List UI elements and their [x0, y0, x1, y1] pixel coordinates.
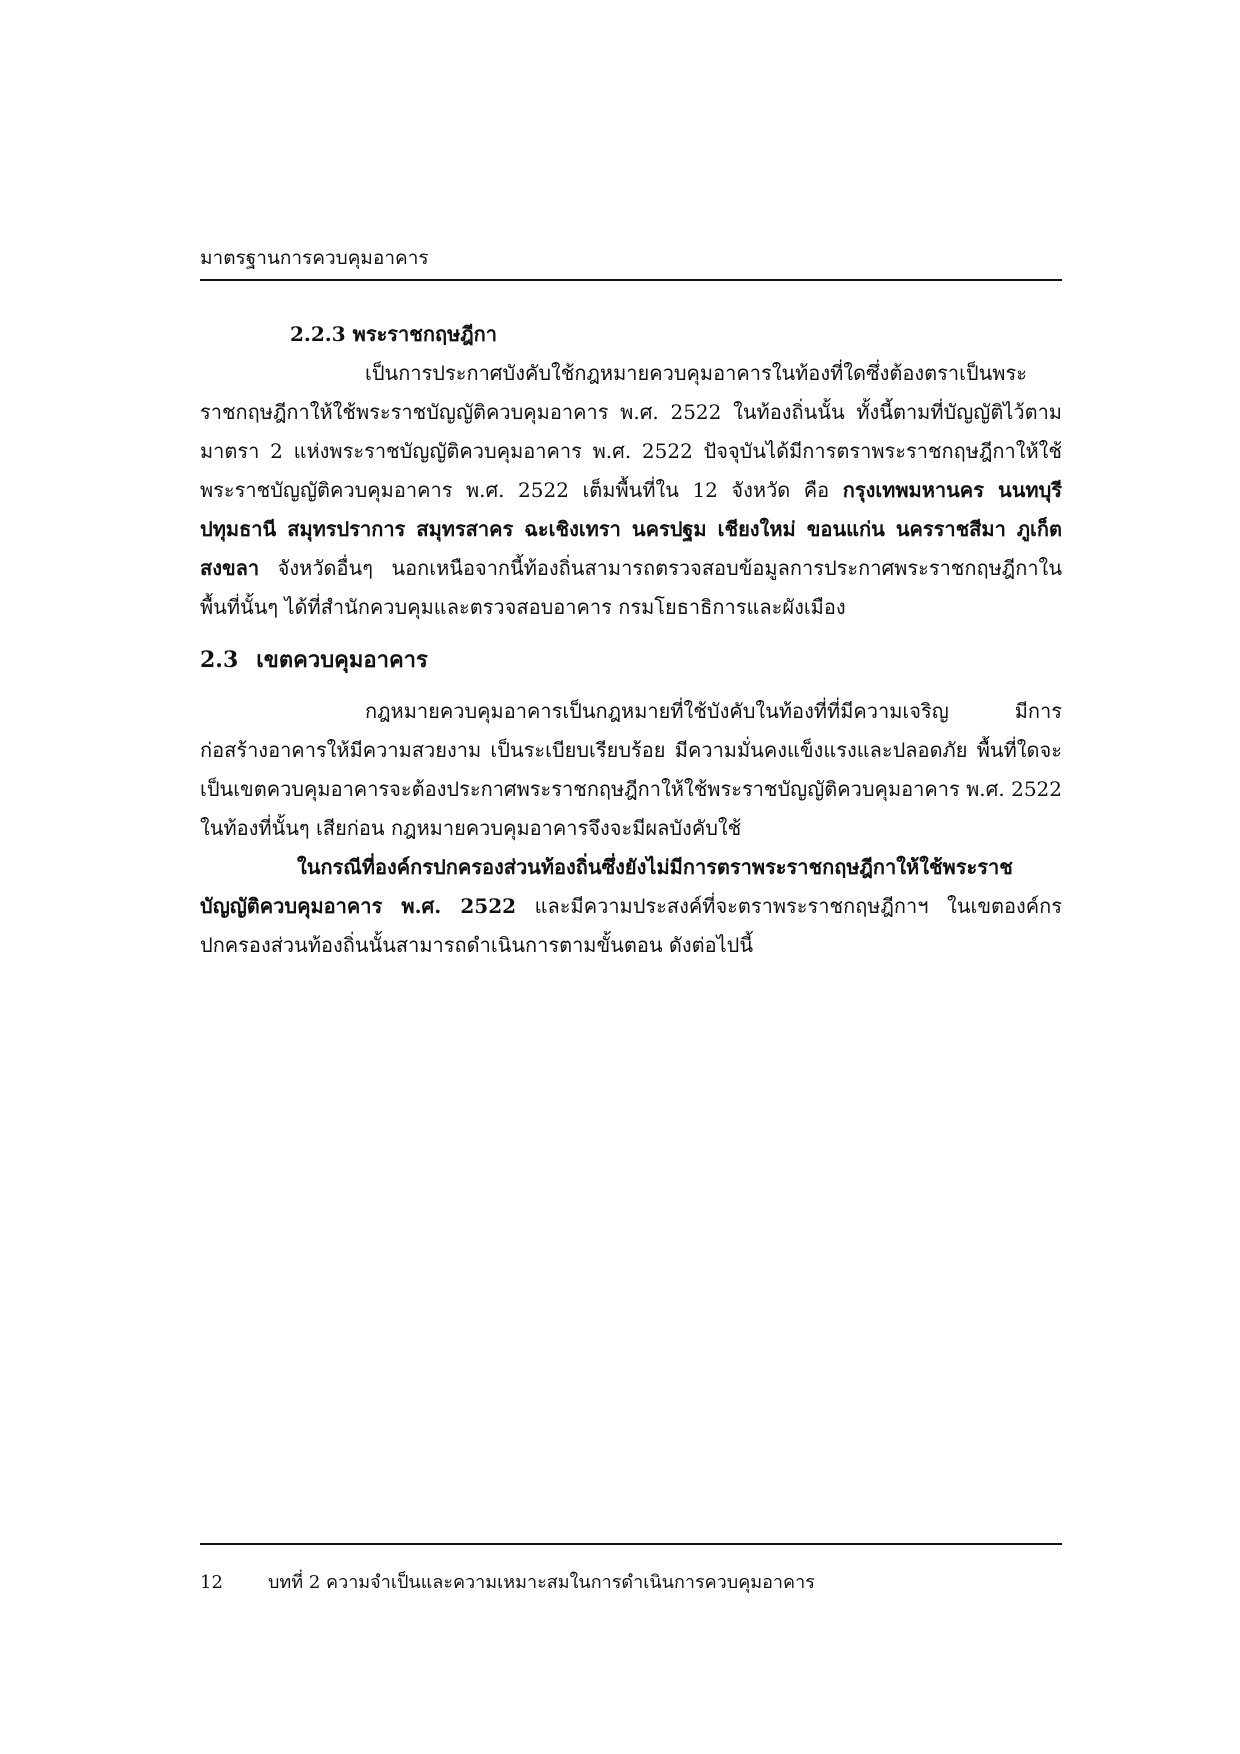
paragraph-text: จังหวัดอื่นๆ นอกเหนือจากนี้ท้องถิ่นสามารถตรวจสอบข้อมูลการประกาศพระราชกฤษฎีกาในพื้นที่นั้นๆ ได้ที่สำนักควบคุมและตรวจสอบอาคาร กรมโยธาธิการและผังเมือง	[200, 556, 1062, 619]
page-content	[200, 315, 1062, 965]
subsection-heading: 2.2.3 พระราชกฤษฎีกา	[290, 322, 498, 346]
paragraph-royal-decree	[200, 354, 1062, 627]
section-number: 2.3	[200, 647, 239, 673]
page-footer	[200, 1543, 1062, 1596]
paragraph-procedure	[200, 848, 1062, 965]
emphasis-text: ในกรณีที่องค์กรปกครองส่วนท้องถิ่นซึ่งยังไม่มีการตราพระราชกฤษฎีกาให้ใช้พระราชบัญญัติควบคุมอาคาร พ.ศ. 2522	[200, 855, 1013, 918]
page-number: 12	[200, 1572, 223, 1593]
section-title: เขตควบคุมอาคาร	[256, 647, 428, 673]
running-header: มาตรฐานการควบคุมอาคาร	[200, 243, 1062, 281]
paragraph-control-zone: กฎหมายควบคุมอาคารเป็นกฎหมายที่ใช้บังคับในท้องที่ที่มีความเจริญ มีการก่อสร้างอาคารให้มีความสวยงาม เป็นระเบียบเรียบร้อย มีความมั่นคงแข็งแรงและปลอดภัย พื้นที่ใดจะเป็นเขตควบคุมอาคารจะต้องประกาศพระราชกฤษฎีกาให้ใช้พระราชบัญญัติควบคุมอาคาร พ.ศ. 2522 ในท้องที่นั้นๆ เสียก่อน กฎหมายควบคุมอาคารจึงจะมีผลบังคับใช้	[200, 699, 1062, 840]
province-list: กรุงเทพมหานคร นนทบุรี ปทุมธานี สมุทรปราการ สมุทรสาคร ฉะเชิงเทรา นครปฐม เชียงใหม่ ขอนแก่น นครราชสีมา ภูเก็ต สงขลา	[200, 478, 1063, 580]
paragraph-text: เป็นการประกาศบังคับใช้กฎหมายควบคุมอาคารในท้องที่ใดซึ่งต้องตราเป็นพระราชกฤษฎีกาให้ใช้พระราชบัญญัติควบคุมอาคาร พ.ศ. 2522 ในท้องถิ่นนั้น ทั้งนี้ตามที่บัญญัติไว้ตามมาตรา 2 แห่งพระราชบัญญัติควบคุมอาคาร พ.ศ. 2522 ปัจจุบันได้มีการตราพระราชกฤษฎีกาให้ใช้พระราชบัญญัติควบคุมอาคาร พ.ศ. 2522 เต็มพื้นที่ใน 12 จังหวัด คือ	[200, 361, 1062, 502]
section-heading	[200, 641, 1062, 680]
paragraph-text: และมีความประสงค์ที่จะตราพระราชกฤษฎีกาฯ ในเขตองค์กรปกครองส่วนท้องถิ่นนั้นสามารถดำเนินการตามขั้นตอน ดังต่อไปนี้	[200, 894, 1063, 957]
chapter-title: บทที่ 2 ความจำเป็นและความเหมาะสมในการดำเนินการควบคุมอาคาร	[268, 1572, 815, 1593]
